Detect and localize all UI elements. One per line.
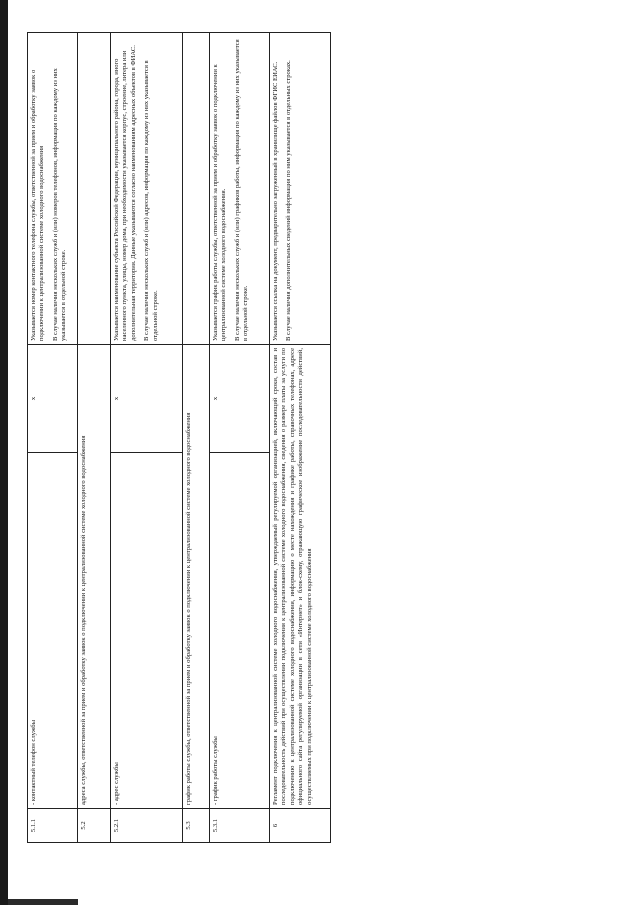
row-description bbox=[28, 33, 78, 345]
table-row bbox=[210, 33, 270, 843]
row-name: - контактный телефон службы bbox=[28, 453, 78, 809]
row-number: 5.2 bbox=[78, 809, 111, 843]
description-paragraph: Указывается наименование субъекта Российской Федерации, муниципального района, города, иного населенного пункта, улицы, номер дома, при необходимости указывается корпус, строение, литера или дополнительная территория. Данные указываются согласно наименованиям адресных объектов в ФИАС. bbox=[113, 45, 137, 341]
row-number: 5.3.1 bbox=[210, 809, 270, 843]
row-description bbox=[111, 33, 183, 345]
row-mark: x bbox=[111, 345, 183, 453]
description-paragraph: В случае наличия нескольких служб и (или) графиков работы, информация по каждому из них указывается в отдельной строке. bbox=[233, 39, 250, 341]
row-description bbox=[210, 33, 270, 345]
row-mark: x bbox=[28, 345, 78, 453]
row-number: 5.2.1 bbox=[111, 809, 183, 843]
scan-border bbox=[0, 0, 8, 905]
row-description bbox=[78, 33, 111, 345]
description-paragraph: Указывается ссылка на документ, предварительно загруженный в хранилище файлов ФГИС ЕИАС. bbox=[272, 61, 279, 341]
table-body bbox=[28, 33, 331, 843]
requirements-table bbox=[27, 32, 331, 843]
row-name: график работы службы, ответственной за прием и обработку заявок о подключении к централизованной системе холодного водоснабжения bbox=[183, 345, 210, 809]
table-row bbox=[111, 33, 183, 843]
description-paragraph: В случае наличия дополнительных сведений информация по ним указывается в отдельных строках. bbox=[285, 60, 293, 341]
row-name: Регламент подключения к централизованной системе холодного водоснабжения, утверждаемый регулируемой организацией, включающий сроки, состав и последовательность действий при осуществлении подключения к централизованной системе холодного водоснабжения, сведения о размере платы за услуги по подключению к централизованной системе холодного водоснабжения, информацию о месте нахождения и графике работы, справочных телефонах, адресе официального сайта регулируемой организации в сети «Интернет» и блок-схему, отражающую графическое изображение последовательности действий, осуществляемых при подключении к централизованной системе холодного водоснабжения bbox=[270, 345, 331, 809]
description-paragraph: В случае наличия нескольких служб и (или) номеров телефонов, информация по каждому из них указывается в отдельной строке. bbox=[51, 68, 68, 341]
row-number: 6 bbox=[270, 809, 331, 843]
table-row bbox=[28, 33, 78, 843]
row-number: 5.3 bbox=[183, 809, 210, 843]
row-name: - адрес службы bbox=[111, 453, 183, 809]
description-paragraph: В случае наличия нескольких служб и (или) адресов, информация по каждому из них указывается в отдельной строке. bbox=[143, 60, 159, 341]
description-paragraph: Указывается номер контактного телефона службы, ответственной за прием и обработку заявок о подключении к централизованной системе холодного водоснабжения bbox=[30, 69, 46, 341]
row-name: адреса службы, ответственной за прием и обработку заявок о подключении к централизованной системе холодного водоснабжения bbox=[78, 345, 111, 809]
table-row bbox=[78, 33, 111, 843]
row-description bbox=[183, 33, 210, 345]
row-description bbox=[270, 33, 331, 345]
scan-artifact bbox=[8, 899, 78, 905]
row-mark: x bbox=[210, 345, 270, 453]
row-number: 5.1.1 bbox=[28, 809, 78, 843]
table-row bbox=[183, 33, 210, 843]
row-name: - график работы службы bbox=[210, 453, 270, 809]
description-paragraph: Указывается график работы службы, ответственной за прием и обработку заявок о подключении к централизованной системе холодного водоснабжения. bbox=[212, 64, 228, 341]
table-row bbox=[270, 33, 331, 843]
rotated-page bbox=[27, 33, 330, 843]
